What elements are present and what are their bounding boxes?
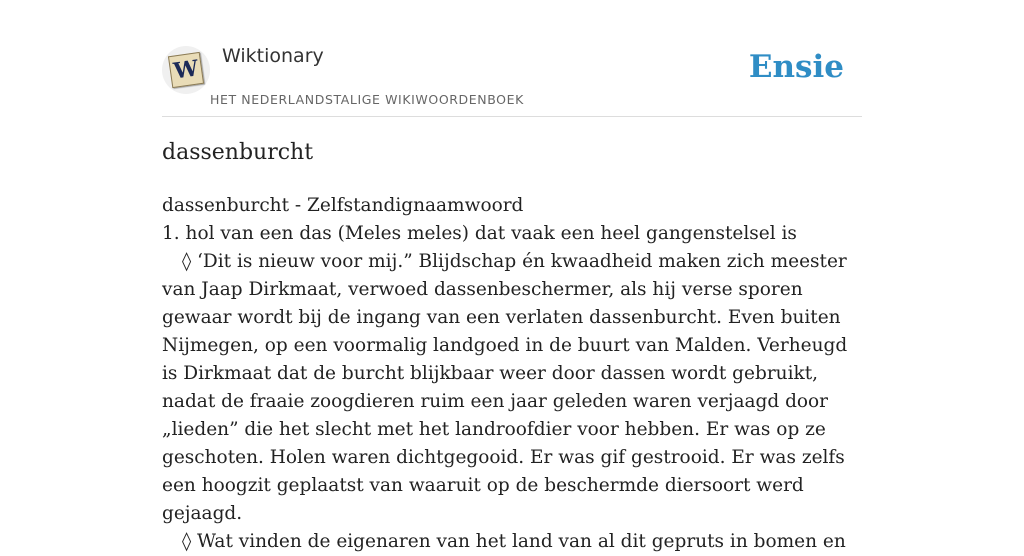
site-header — [162, 0, 862, 117]
page — [162, 0, 862, 552]
entry-content — [162, 192, 862, 556]
logo-tile-icon: W — [168, 52, 204, 88]
site-subtitle: HET NEDERLANDSTALIGE WIKIWOORDENBOEK — [210, 92, 524, 107]
word-class-line: dassenburcht - Zelfstandignaamwoord — [162, 195, 524, 216]
wiktionary-logo[interactable] — [162, 46, 210, 94]
example-quote: ◊ ‘Dit is nieuw voor mij.” Blijdschap én kwaadheid maken zich meester van Jaap Dirkmaat, verwoed dassenbeschermer, als hij verse sporen gewaar wordt bij de ingang van een verlaten dassenburcht. Even buiten Nijmegen, op een voormalig landgoed in de buurt van Malden. Verheugd is Dirkmaat dat de burcht blijkbaar weer door dassen wordt gebruikt, nadat de fraaie zoogdieren ruim een jaar geleden waren verjaagd door „lieden” die het slecht met het landroofdier voor hebben. Er was op ze geschoten. Holen waren dichtgegooid. Er was gif gestrooid. Er was zelfs een hoogzit geplaatst van waaruit op de beschermde diersoort werd gejaagd. — [162, 251, 848, 524]
definition: 1. hol van een das (Meles meles) dat vaak een heel gangenstelsel is — [162, 223, 797, 244]
entry-title: dassenburcht — [162, 140, 314, 165]
site-name[interactable]: Wiktionary — [222, 45, 324, 67]
example-quote: ◊ Wat vinden de eigenaren van het land van al dit gepruts in bomen en — [182, 531, 846, 552]
ensie-brand-link[interactable]: Ensie — [748, 49, 844, 85]
